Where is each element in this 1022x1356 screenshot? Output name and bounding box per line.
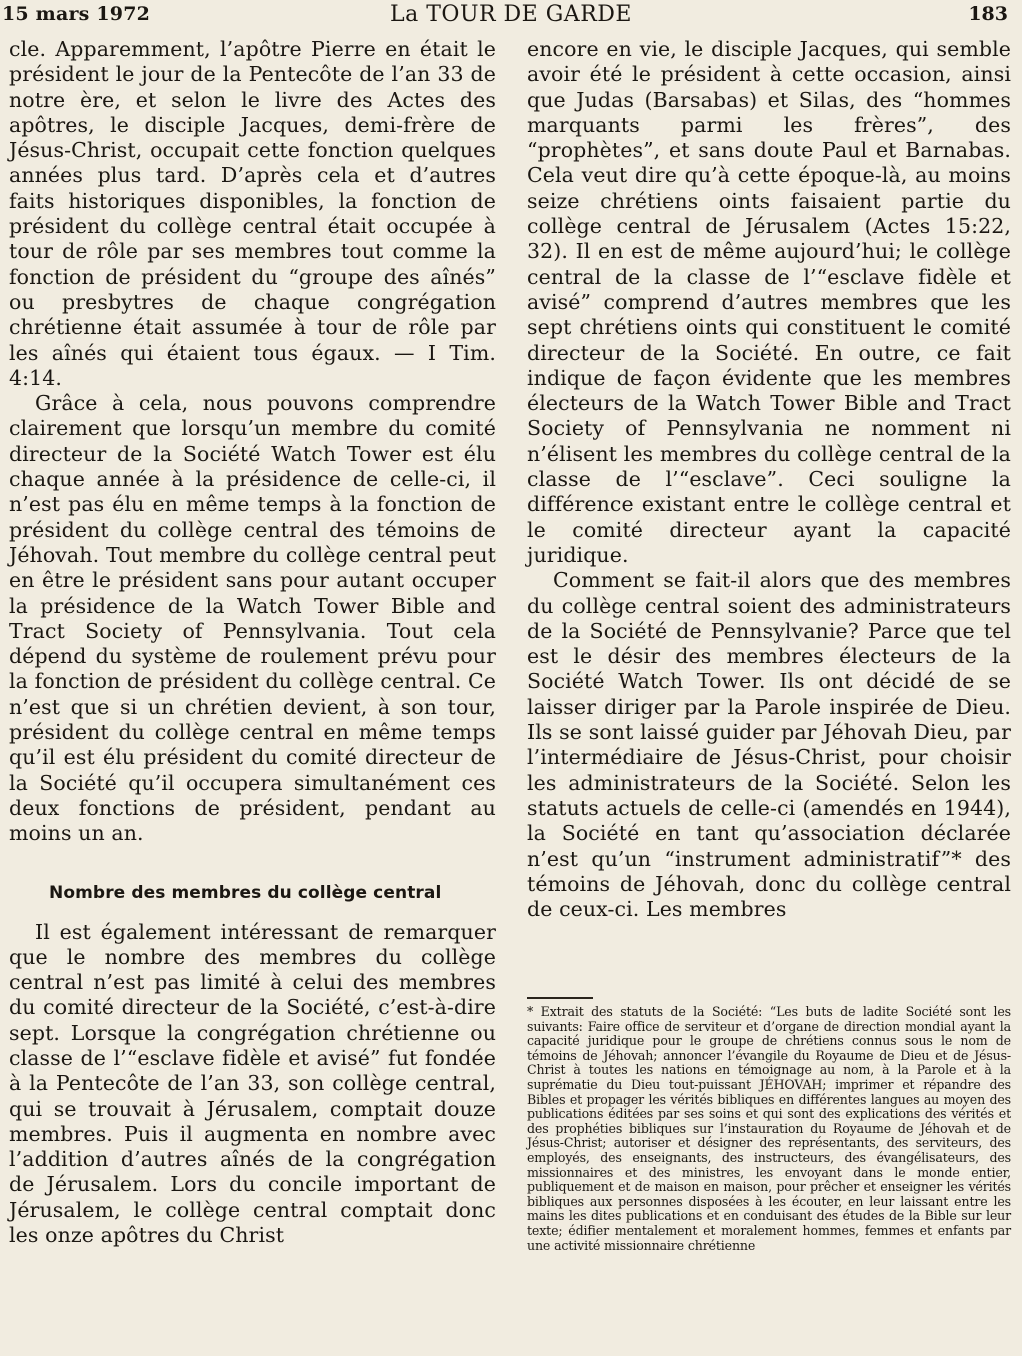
right-column [527, 37, 1011, 922]
magazine-title: La TOUR DE GARDE [390, 2, 632, 27]
paragraph: Grâce à cela, nous pouvons comprendre clairement que lorsqu’un membre du comité directeur de la Société Watch Tower est élu chaque année à la présidence de celle-ci, il n’est pas élu en même temps à la fonction de président du collège central des témoins de Jéhovah. Tout membre du collège central peut en être le président sans pour autant occuper la présidence de la Watch Tower Bible and Tract Society of Pennsylvania. Tout cela dépend du système de roulement prévu pour la fonction de président du collège central. Ce n’est que si un chrétien devient, à son tour, président du collège central en même temps qu’il est élu président du comité directeur de la Société qu’il occupera simultanément ces deux fonctions de président, pendant au moins un an. [9, 391, 496, 846]
paragraph: Il est également intéressant de remarquer que le nombre des membres du collège central n’est pas limité à celui des membres du comité directeur de la Société, c’est-à-dire sept. Lorsque la congrégation chrétienne ou classe de l’“esclave fidèle et avisé” fut fondée à la Pentecôte de l’an 33, son collège central, qui se trouvait à Jérusalem, comptait douze membres. Puis il augmenta en nombre avec l’addition d’autres aînés de la congrégation de Jérusalem. Lors du concile important de Jérusalem, le collège central comptait donc les onze apôtres du Christ [9, 919, 496, 1248]
footnote: * Extrait des statuts de la Société: “Les buts de ladite Société sont les suivants: Faire office de serviteur et d’organe de direction mondial ayant la capacité juridique pour le groupe de chrétiens connus sous le nom de témoins de Jéhovah; annoncer l’évangile du Royaume de Dieu et de Jésus-Christ à toutes les nations en témoignage au nom, à la Parole et à la suprématie du Dieu tout-puissant JÉHOVAH; imprimer et répandre des Bibles et propager les vérités bibliques en différentes langues au moyen des publications éditées par ses soins et qui sont des explications des vérités et des prophéties bibliques sur l’instauration du Royaume de Jéhovah et de Jésus-Christ; autoriser et désigner des représentants, des serviteurs, des employés, des enseignants, des instructeurs, des évangélisateurs, des missionnaires et des ministres, les envoyant dans le monde entier, publiquement et de maison en maison, pour prêcher et enseigner les vérités bibliques aux personnes disposées à les écouter, en leur laissant entre les mains les dites publications et en conduisant des études de la Bible sur leur texte; édifier mentalement et moralement hommes, femmes et enfants par une activité missionnaire chrétienne [527, 1004, 1011, 1253]
left-column [9, 37, 496, 1248]
paragraph-continuation: encore en vie, le disciple Jacques, qui semble avoir été le président à cette occasion, ainsi que Judas (Barsabas) et Silas, des “hommes marquants parmi les frères”, des “prophètes”, et sans doute Paul et Barnabas. Cela veut dire qu’à cette époque-là, au moins seize chrétiens oints faisaient partie du collège central de Jérusalem (Actes 15:22, 32). Il en est de même aujourd’hui; le collège central de la classe de l’“esclave fidèle et avisé” comprend d’autres membres que les sept chrétiens oints qui constituent le comité directeur de la Société. En outre, ce fait indique de façon évidente que les membres électeurs de la Watch Tower Bible and Tract Society of Pennsylvania ne nomment ni n’élisent les membres du collège central de la classe de l’“esclave”. Ceci souligne la différence existant entre le collège central et le comité directeur ayant la capacité juridique. [527, 37, 1011, 567]
paragraph: Comment se fait-il alors que des membres du collège central soient des administrateurs de la Société de Pennsylvanie? Parce que tel est le désir des membres électeurs de la Société Watch Tower. Ils ont décidé de se laisser diriger par la Parole inspirée de Dieu. Ils se sont laissé guider par Jéhovah Dieu, par l’intermédiaire de Jésus-Christ, pour choisir les administrateurs de la Société. Selon les statuts actuels de celle-ci (amendés en 1944), la Société en tant qu’association déclarée n’est qu’un “instrument administratif”* des témoins de Jéhovah, donc du collège central de ceux-ci. Les membres [527, 568, 1011, 922]
paragraph-continuation: cle. Apparemment, l’apôtre Pierre en était le président le jour de la Pentecôte de l’an 33 de notre ère, et selon le livre des Actes des apôtres, le disciple Jacques, demi-frère de Jésus-Christ, occupait cette fonction quelques années plus tard. D’après cela et d’autres faits historiques disponibles, la fonction de président du collège central était occupée à tour de rôle par ses membres tout comme la fonction de président du “groupe des aînés” ou presbytres de chaque congrégation chrétienne était assumée à tour de rôle par les aînés qui étaient tous égaux. — I Tim. 4:14. [9, 37, 496, 390]
issue-date: 15 mars 1972 [2, 3, 151, 25]
page-header [0, 0, 1022, 30]
page-number: 183 [968, 3, 1008, 25]
section-heading: Nombre des membres du collège central [49, 882, 442, 903]
footnote-divider [527, 997, 593, 999]
